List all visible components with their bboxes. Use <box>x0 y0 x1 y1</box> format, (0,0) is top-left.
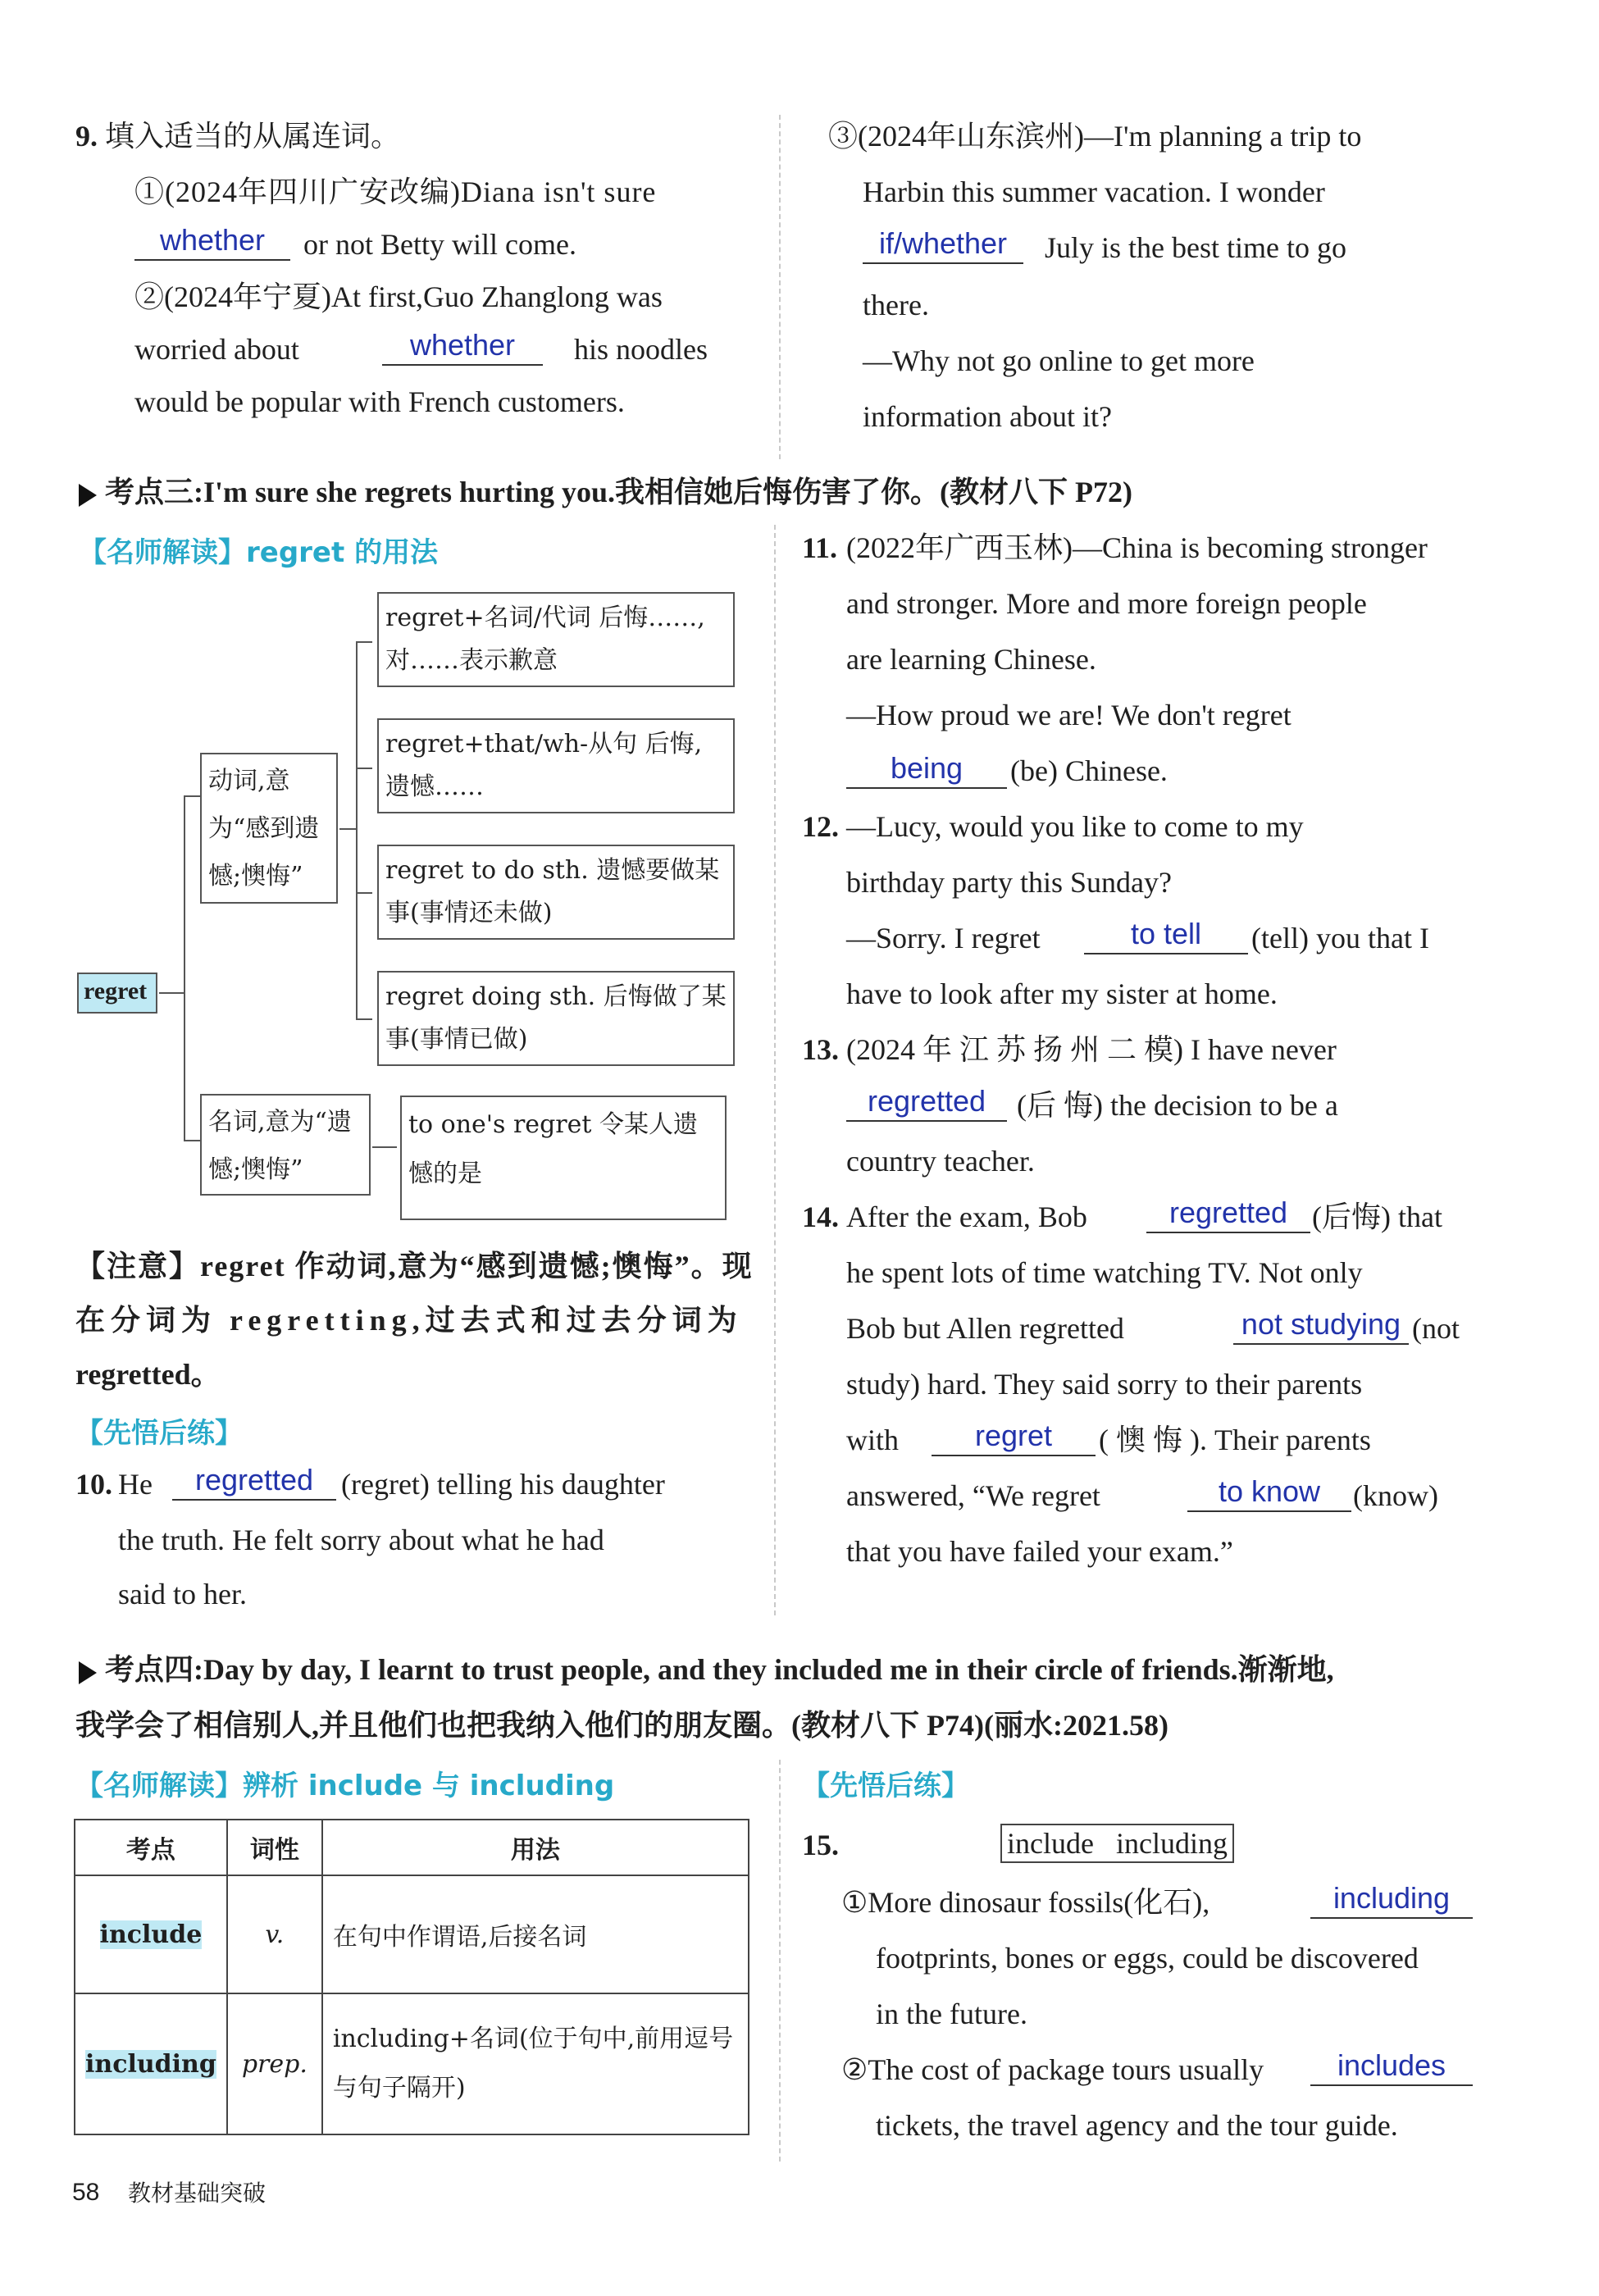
q10-number: 10. <box>75 1468 112 1501</box>
q14-text-b: (后悔) that <box>1312 1200 1442 1233</box>
tree-connector <box>184 795 200 797</box>
q10-text-c: the truth. He felt sorry about what he had <box>118 1524 604 1556</box>
q14-text-f: study) hard. They said sorry to their parents <box>846 1368 1363 1401</box>
table-cell-pos: v. <box>227 1875 322 1993</box>
q15-item2-text-b: tickets, the travel agency and the tour guide. <box>876 2109 1398 2142</box>
q9-item3-text-e: —Why not go online to get more <box>863 344 1255 377</box>
q9-item1-text-b: or not Betty will come. <box>303 228 576 261</box>
q14-text-g: with <box>846 1424 900 1456</box>
q14-text-d: Bob but Allen regretted <box>846 1312 1124 1345</box>
kd4-header-line1 <box>79 1651 1334 1688</box>
tree-branch-3: regret to do sth. 遗憾要做某事(事情还未做) <box>377 845 735 940</box>
q15-number: 15. <box>802 1829 839 1861</box>
book-title: 教材基础突破 <box>128 2181 266 2207</box>
q14-number: 14. <box>802 1200 839 1233</box>
tree-connector <box>356 1018 372 1020</box>
column-divider-bottom <box>779 1760 781 2162</box>
table-row <box>75 1875 749 1993</box>
tree-verb-node: 动词,意为“感到遗憾;懊悔” <box>200 753 338 904</box>
table-cell-term <box>75 1875 227 1993</box>
term-include: include <box>99 1920 203 1949</box>
q15-item1-text-a: ①More dinosaur fossils(化石), <box>841 1886 1210 1919</box>
q11-text-e: (be) Chinese. <box>1010 754 1168 787</box>
q13-text-c: country teacher. <box>846 1145 1035 1178</box>
q14-answer-2[interactable]: not studying <box>1233 1305 1409 1345</box>
q13-answer[interactable]: regretted <box>846 1082 1007 1122</box>
table-header-row <box>75 1820 749 1875</box>
q9-item2-text: ②(2024年宁夏)At first,Guo Zhanglong was <box>134 280 663 313</box>
tree-noun-node: 名词,意为“遗憾;懊悔” <box>200 1094 371 1196</box>
q14-text-c: he spent lots of time watching TV. Not only <box>846 1256 1363 1289</box>
tree-connector <box>356 768 372 769</box>
q11-text-d: —How proud we are! We don't regret <box>846 699 1292 731</box>
q12-text-b: birthday party this Sunday? <box>846 866 1172 899</box>
q12-text-c: —Sorry. I regret <box>846 922 1041 954</box>
q14-text-a: After the exam, Bob <box>846 1200 1087 1233</box>
table-header-cell: 考点 <box>75 1820 227 1875</box>
q11-text-a: (2022年广西玉林)—China is becoming stronger <box>846 531 1428 564</box>
kd3-teacher-heading: 【名师解读】regret 的用法 <box>79 536 439 569</box>
page-number: 58 <box>72 2179 100 2206</box>
q9-item3-text-f: information about it? <box>863 400 1112 433</box>
q15-item2-text-a: ②The cost of package tours usually <box>841 2053 1264 2086</box>
kd3-header <box>79 474 1132 510</box>
q14-answer-3[interactable]: regret <box>932 1417 1096 1456</box>
table-cell-usage: including+名词(位于句中,前用逗号与句子隔开) <box>322 1993 749 2134</box>
q9-number: 9. <box>75 120 98 153</box>
q14-text-e: (not <box>1412 1312 1460 1345</box>
q12-number: 12. <box>802 810 839 843</box>
tree-branch-4: regret doing sth. 后悔做了某事(事情已做) <box>377 971 735 1066</box>
q15-item1-text-b: footprints, bones or eggs, could be discovered <box>876 1942 1419 1975</box>
q12-text-d: (tell) you that I <box>1251 922 1429 954</box>
q9-item3-text-b: Harbin this summer vacation. I wonder <box>863 175 1325 208</box>
q9-item3-text-d: there. <box>863 289 929 321</box>
table-cell-term <box>75 1993 227 2134</box>
tree-connector <box>356 641 358 1018</box>
kd3-note-line3: regretted。 <box>75 1358 221 1391</box>
table-row <box>75 1993 749 2134</box>
table-header-cell: 用法 <box>322 1820 749 1875</box>
q9-item1-answer[interactable]: whether <box>134 221 290 261</box>
kd3-note-line2: 在分词为 regretting,过去式和过去分词为 <box>75 1304 743 1337</box>
q15-item1-text-c: in the future. <box>876 1998 1027 2030</box>
kd4-practice-heading: 【先悟后练】 <box>802 1770 969 1802</box>
q14-text-j: (know) <box>1353 1479 1438 1512</box>
q14-answer-4[interactable]: to know <box>1187 1473 1351 1512</box>
q9-item1-text: ①(2024年四川广安改编)Diana isn't sure <box>134 175 657 208</box>
kd4-header-line2: 我学会了相信别人,并且他们也把我纳入他们的朋友圈。(教材八下 P74)(丽水:2021.58) <box>75 1709 1168 1742</box>
kd3-header-text: 考点三:I'm sure she regrets hurting you.我相信她后悔伤害了你。(教材八下 P72) <box>105 476 1132 508</box>
include-including-table <box>74 1819 749 2135</box>
tree-connector <box>159 992 184 994</box>
tree-connector <box>356 892 372 894</box>
q9-item2-text-d: would be popular with French customers. <box>134 385 625 418</box>
q13-text-b: (后 悔) the decision to be a <box>1017 1089 1338 1122</box>
q11-number: 11. <box>802 531 838 564</box>
q9-title: 填入适当的从属连词。 <box>105 120 401 153</box>
table-cell-pos: prep. <box>227 1993 322 2134</box>
q10-text-d: said to her. <box>118 1578 247 1610</box>
q10-text-a: He <box>118 1468 153 1501</box>
q12-answer[interactable]: to tell <box>1084 915 1248 954</box>
q9-item3-answer[interactable]: if/whether <box>863 225 1023 264</box>
kd4-teacher-heading: 【名师解读】辨析 include 与 including <box>75 1770 615 1802</box>
q14-answer-1[interactable]: regretted <box>1146 1194 1310 1233</box>
q11-text-b: and stronger. More and more foreign people <box>846 587 1367 620</box>
q11-answer[interactable]: being <box>846 749 1007 789</box>
q14-text-h: ( 懊 悔 ). Their parents <box>1099 1424 1371 1456</box>
q13-number: 13. <box>802 1033 839 1066</box>
q14-text-k: that you have failed your exam.” <box>846 1535 1233 1568</box>
kd4-header-text: 考点四:Day by day, I learnt to trust people, and they included me in their circle of friends.渐渐地, <box>105 1653 1334 1686</box>
q12-text-e: have to look after my sister at home. <box>846 977 1278 1010</box>
arrow-icon <box>79 1661 97 1684</box>
table-cell-usage: 在句中作谓语,后接名词 <box>322 1875 749 1993</box>
q10-answer[interactable]: regretted <box>172 1461 336 1501</box>
tree-branch-2: regret+that/wh-从句 后悔,遗憾…… <box>377 718 735 813</box>
tree-branch-1: regret+名词/代词 后悔……,对……表示歉意 <box>377 592 735 687</box>
tree-connector <box>356 641 372 643</box>
q15-item1-answer[interactable]: including <box>1310 1879 1473 1919</box>
kd3-note-line1: 【注意】regret 作动词,意为“感到遗憾;懊悔”。现 <box>75 1250 754 1282</box>
term-including: including <box>85 2049 216 2079</box>
q10-text-b: (regret) telling his daughter <box>341 1468 665 1501</box>
q15-item2-answer[interactable]: includes <box>1310 2047 1473 2086</box>
table-header-cell: 词性 <box>227 1820 322 1875</box>
q9-item3-text: ③(2024年山东滨州)—I'm planning a trip to <box>828 120 1362 153</box>
tree-root: regret <box>77 973 157 1014</box>
q13-text-a: (2024 年 江 苏 扬 州 二 模) I have never <box>846 1033 1337 1066</box>
tree-connector <box>184 1140 200 1141</box>
q9-item2-text-b: worried about <box>134 333 299 366</box>
tree-branch-5: to one's regret 令某人遗憾的是 <box>400 1096 727 1220</box>
q11-text-c: are learning Chinese. <box>846 643 1096 676</box>
kd3-practice-heading: 【先悟后练】 <box>75 1417 243 1450</box>
arrow-icon <box>79 484 97 507</box>
q12-text-a: —Lucy, would you like to come to my <box>846 810 1304 843</box>
tree-connector <box>339 828 356 830</box>
tree-connector <box>184 795 185 1140</box>
q14-text-i: answered, “We regret <box>846 1479 1100 1512</box>
q15-word-box: include including <box>1000 1824 1234 1863</box>
q9-item2-answer[interactable]: whether <box>382 326 543 366</box>
column-divider-middle <box>774 525 776 1615</box>
tree-connector <box>372 1146 397 1148</box>
q9-item2-text-c: his noodles <box>574 333 708 366</box>
column-divider-top <box>779 115 781 459</box>
q9-item3-text-c: July is the best time to go <box>1045 231 1346 264</box>
